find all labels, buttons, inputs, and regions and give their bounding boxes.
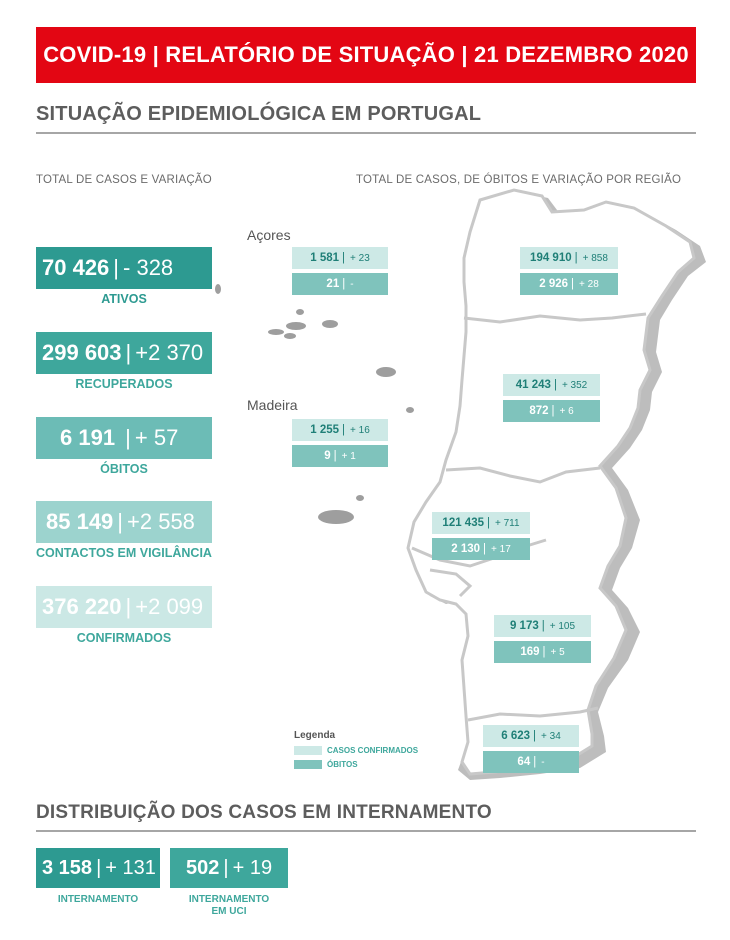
region-acores-confirmed: 1 581 | + 23 xyxy=(292,247,388,269)
confirmed-value: 121 435 xyxy=(442,517,484,529)
deaths-delta: + 28 xyxy=(579,279,599,290)
deaths-delta: + 17 xyxy=(491,544,511,555)
region-centro-confirmed: 41 243 | + 352 xyxy=(503,374,600,396)
label-madeira: Madeira xyxy=(247,397,298,413)
region-algarve-confirmed: 6 623 | + 34 xyxy=(483,725,579,747)
region-alentejo-confirmed: 9 173 | + 105 xyxy=(494,615,591,637)
label-line: INTERNAMENTO xyxy=(57,894,139,905)
legend-swatch-deaths xyxy=(294,760,322,769)
confirmed-delta: + 105 xyxy=(549,621,576,632)
confirmed-delta: + 16 xyxy=(350,425,370,436)
confirmed-delta: + 23 xyxy=(350,253,370,264)
deaths-value: 2 926 xyxy=(539,278,569,290)
legend-label-deaths: ÓBITOS xyxy=(327,760,358,769)
stat-delta: - 328 xyxy=(123,255,174,280)
deaths-value: 169 xyxy=(520,646,540,658)
legend-swatch-confirmed xyxy=(294,746,322,755)
confirmed-value: 1 581 xyxy=(310,252,340,264)
label-acores: Açores xyxy=(247,227,291,243)
region-acores-deaths: 21 | - xyxy=(292,273,388,295)
stat-delta: + 131 xyxy=(105,857,156,879)
stat-label-confirmed: CONFIRMADOS xyxy=(76,631,172,645)
confirmed-value: 6 623 xyxy=(501,730,531,742)
stat-value: 85 149 xyxy=(46,509,114,534)
deaths-value: 2 130 xyxy=(451,543,481,555)
section-title-situation: SITUAÇÃO EPIDEMIOLÓGICA EM PORTUGAL xyxy=(36,103,482,125)
stat-label-recovered: RECUPERADOS xyxy=(75,377,173,391)
region-norte-confirmed: 194 910 | + 858 xyxy=(520,247,618,269)
region-madeira-deaths: 9 | + 1 xyxy=(292,445,388,467)
confirmed-delta: + 858 xyxy=(582,253,608,264)
stat-label-contacts: CONTACTOS EM VIGILÂNCIA xyxy=(36,546,212,560)
region-centro-deaths: 872 | + 6 xyxy=(503,400,600,422)
stat-value: 376 220 xyxy=(42,594,122,619)
azores-islands xyxy=(215,284,414,413)
label-line: INTERNAMENTO xyxy=(188,894,270,905)
stat-delta: +2 558 xyxy=(127,509,195,534)
confirmed-delta: + 352 xyxy=(561,380,588,391)
legend-label-confirmed: CASOS CONFIRMADOS xyxy=(327,746,419,755)
stat-box-recovered: 299 603 | +2 370 xyxy=(36,332,212,374)
deaths-delta: + 1 xyxy=(341,451,356,462)
subtitle-regions: TOTAL DE CASOS, DE ÓBITOS E VARIAÇÃO POR REGIÃO xyxy=(356,174,682,186)
deaths-delta: - xyxy=(541,757,545,768)
deaths-delta: + 5 xyxy=(550,647,565,658)
stat-box-deaths: 6 191 | + 57 xyxy=(36,417,212,459)
section-title-hospital: DISTRIBUIÇÃO DOS CASOS EM INTERNAMENTO xyxy=(36,802,492,823)
deaths-delta: - xyxy=(350,279,354,290)
label-line: EM UCI xyxy=(211,906,247,917)
stat-value: 3 158 xyxy=(42,857,93,879)
report-banner: COVID-19 | RELATÓRIO DE SITUAÇÃO | 21 DEZEMBRO 2020 xyxy=(36,27,696,83)
stat-label-hospitalized xyxy=(36,894,160,906)
legend-title: Legenda xyxy=(294,730,336,741)
region-algarve-deaths: 64 | - xyxy=(483,751,579,773)
stat-value: 502 xyxy=(186,857,220,879)
deaths-value: 64 xyxy=(517,756,531,768)
confirmed-value: 41 243 xyxy=(515,379,551,391)
confirmed-value: 1 255 xyxy=(310,424,340,436)
stat-box-icu: 502 | + 19 xyxy=(170,848,288,888)
stat-delta: +2 099 xyxy=(135,594,204,619)
stat-label-icu xyxy=(170,894,288,918)
stat-box-hospitalized: 3 158 | + 131 xyxy=(36,848,160,888)
region-lisboa-confirmed: 121 435 | + 711 xyxy=(432,512,530,534)
stat-delta: + 57 xyxy=(134,425,179,450)
stat-delta: +2 370 xyxy=(135,340,204,365)
stat-box-active: 70 426 | - 328 xyxy=(36,247,212,289)
confirmed-value: 9 173 xyxy=(509,620,539,632)
madeira-islands xyxy=(318,495,364,524)
confirmed-value: 194 910 xyxy=(530,252,572,264)
stat-delta: + 19 xyxy=(232,857,273,879)
confirmed-delta: + 34 xyxy=(541,731,561,742)
deaths-value: 21 xyxy=(326,278,340,290)
region-madeira-confirmed: 1 255 | + 16 xyxy=(292,419,388,441)
subtitle-totals: TOTAL DE CASOS E VARIAÇÃO xyxy=(36,174,212,186)
stat-value: 299 603 xyxy=(42,340,122,365)
deaths-value: 9 xyxy=(324,450,331,462)
stat-box-confirmed: 376 220 | +2 099 xyxy=(36,586,212,628)
region-lisboa-deaths: 2 130 | + 17 xyxy=(432,538,530,560)
stat-label-deaths: ÓBITOS xyxy=(100,462,148,476)
stat-box-contacts: 85 149 | +2 558 xyxy=(36,501,212,543)
region-alentejo-deaths: 169 | + 5 xyxy=(494,641,591,663)
stat-value: 70 426 xyxy=(42,255,110,280)
confirmed-delta: + 711 xyxy=(495,518,520,529)
section-rule xyxy=(36,830,696,832)
deaths-delta: + 6 xyxy=(559,406,574,417)
deaths-value: 872 xyxy=(529,405,549,417)
stat-label-active: ATIVOS xyxy=(101,292,147,306)
stat-value: 6 191 xyxy=(60,425,116,450)
region-norte-deaths: 2 926 | + 28 xyxy=(520,273,618,295)
